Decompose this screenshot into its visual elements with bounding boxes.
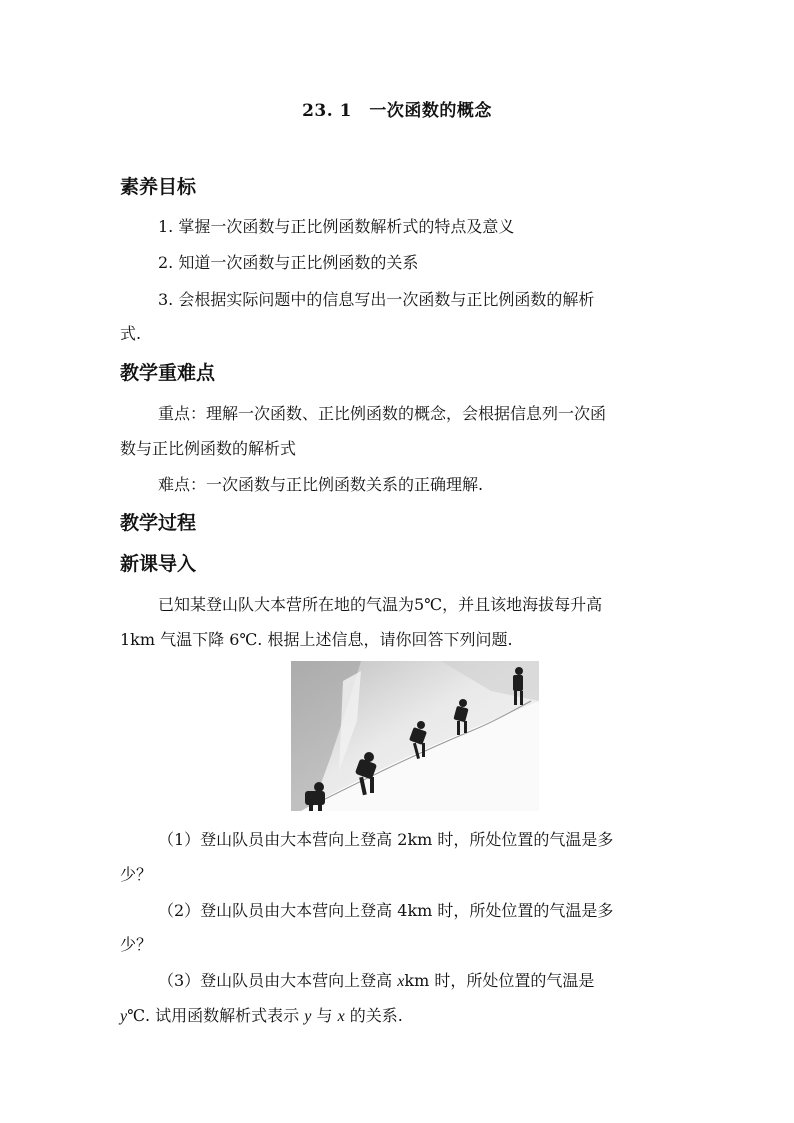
- question-3-text-b: km 时，所处位置的气温是: [404, 971, 595, 990]
- page-title: 23. 1 一次函数的概念: [302, 101, 492, 121]
- goal-item-2: 2. 知道一次函数与正比例函数的关系: [158, 253, 419, 272]
- goal-item-1: 1. 掌握一次函数与正比例函数解析式的特点及意义: [158, 217, 515, 236]
- heading-key-points: 教学重难点: [120, 362, 216, 384]
- difficult-point: 难点：一次函数与正比例函数关系的正确理解.: [158, 475, 484, 494]
- question-3-text-d: 与: [311, 1006, 338, 1025]
- heading-teaching-process: 教学过程: [120, 512, 197, 534]
- question-2-line2: 少？: [120, 935, 153, 954]
- question-1-line1: （1）登山队员由大本营向上登高 2km 时，所处位置的气温是多: [158, 830, 614, 849]
- variable-x-2: x: [337, 1008, 345, 1025]
- goal-item-3-line2: 式.: [120, 324, 142, 343]
- question-1-line2: 少？: [120, 865, 153, 884]
- question-3-line1: [158, 968, 718, 991]
- question-3-text-a: （3）登山队员由大本营向上登高: [158, 971, 398, 990]
- goal-item-3-line1: 3. 会根据实际问题中的信息写出一次函数与正比例函数的解析: [158, 290, 595, 309]
- intro-paragraph-line2: 1km 气温下降 6℃. 根据上述信息，请你回答下列问题.: [120, 630, 513, 649]
- variable-x: x: [397, 973, 405, 990]
- question-3-text-c: ℃. 试用函数解析式表示: [127, 1006, 305, 1025]
- key-point-line2: 数与正比例函数的解析式: [120, 439, 297, 458]
- intro-paragraph-line1: 已知某登山队大本营所在地的气温为5℃，并且该地海拔每升高: [158, 595, 603, 614]
- question-3-text-e: 的关系.: [344, 1006, 403, 1025]
- mountaineers-illustration: [291, 661, 539, 811]
- variable-y: y: [120, 1008, 128, 1025]
- heading-goals: 素养目标: [120, 176, 197, 198]
- mountaineers-photo: [291, 661, 539, 811]
- key-point-line1: 重点：理解一次函数、正比例函数的概念，会根据信息列一次函: [158, 404, 607, 423]
- question-2-line1: （2）登山队员由大本营向上登高 4km 时，所处位置的气温是多: [158, 901, 614, 920]
- variable-y-2: y: [304, 1008, 312, 1025]
- heading-intro: 新课导入: [120, 553, 197, 575]
- question-3-line2: [120, 1003, 680, 1026]
